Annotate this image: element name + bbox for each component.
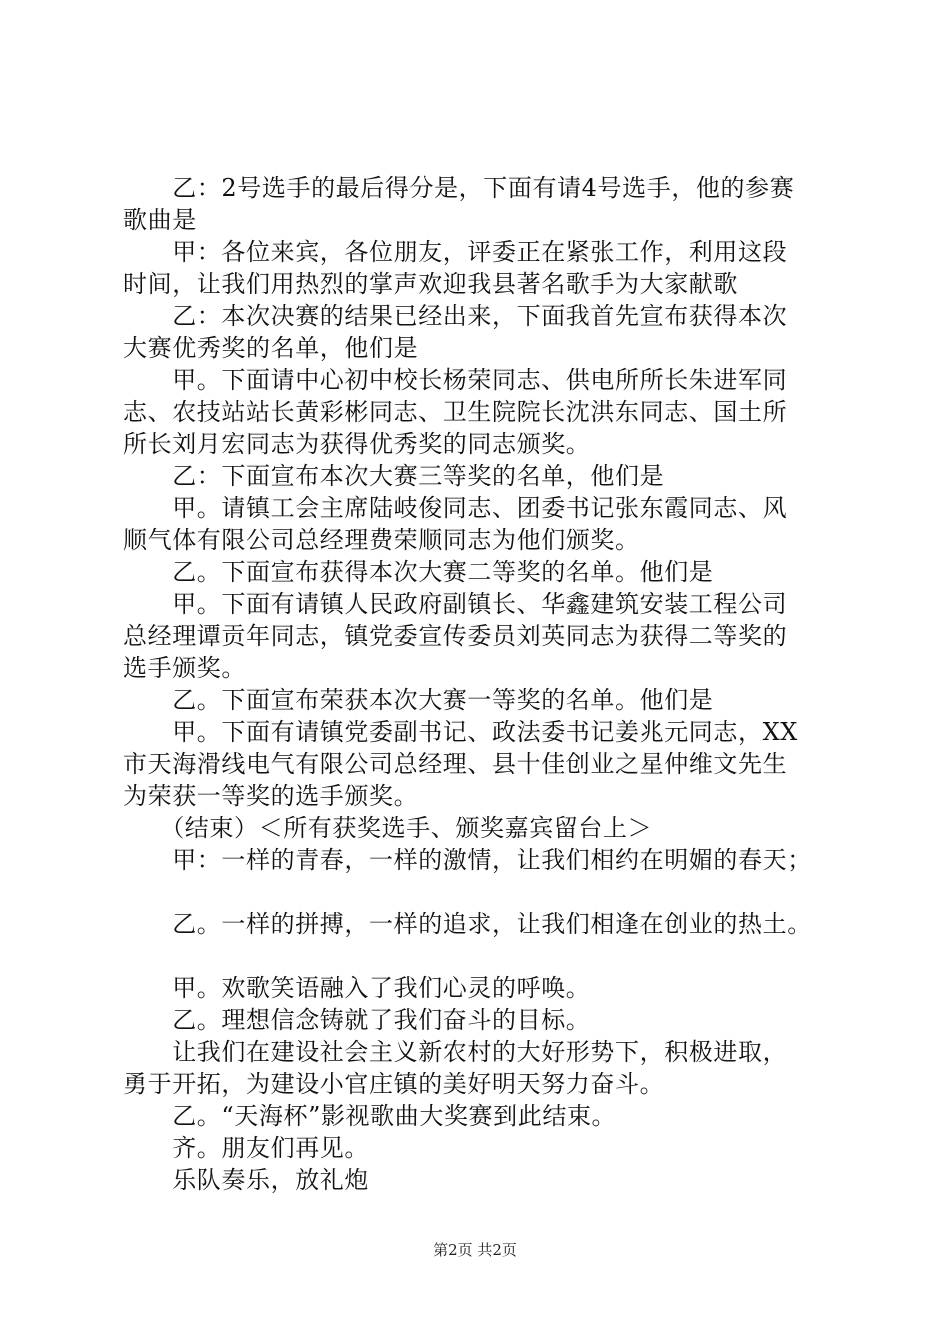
text-line: 总经理谭贡年同志，镇党委宣传委员刘英同志为获得二等奖的 xyxy=(123,622,788,650)
text-line: 甲：一样的青春，一样的激情，让我们相约在明媚的春天； xyxy=(123,846,812,874)
text-line: 乐队奏乐，放礼炮 xyxy=(123,1166,369,1194)
text-line: 甲。下面请中心初中校长杨荣同志、供电所所长朱进军同 xyxy=(123,366,788,394)
text-line: （结束）＜所有获奖选手、颁奖嘉宾留台上＞ xyxy=(123,814,653,842)
text-line: 选手颁奖。 xyxy=(123,654,246,682)
text-line: 甲。欢歌笑语融入了我们心灵的呼唤。 xyxy=(123,974,591,1002)
text-line: 乙：本次决赛的结果已经出来，下面我首先宣布获得本次 xyxy=(123,302,788,330)
text-line: 为荣获一等奖的选手颁奖。 xyxy=(123,782,419,810)
page-number-label: 第2页 共2页 xyxy=(433,1241,517,1259)
text-line: 乙。“天海杯”影视歌曲大奖赛到此结束。 xyxy=(123,1102,617,1130)
text-line: 乙：2号选手的最后得分是，下面有请4号选手，他的参赛 xyxy=(123,174,795,202)
text-line: 让我们在建设社会主义新农村的大好形势下，积极进取， xyxy=(123,1038,788,1066)
text-line: 乙。下面宣布荣获本次大赛一等奖的名单。他们是 xyxy=(123,686,714,714)
text-line: 乙：下面宣布本次大赛三等奖的名单，他们是 xyxy=(123,462,665,490)
text-line: 勇于开拓，为建设小官庄镇的美好明天努力奋斗。 xyxy=(123,1070,665,1098)
text-line: 乙。一样的拼搏，一样的追求，让我们相逢在创业的热土。 xyxy=(123,910,812,938)
page-footer xyxy=(0,1240,950,1260)
text-line: 乙。下面宣布获得本次大赛二等奖的名单。他们是 xyxy=(123,558,714,586)
text-line: 大赛优秀奖的名单，他们是 xyxy=(123,334,419,362)
text-line: 顺气体有限公司总经理费荣顺同志为他们颁奖。 xyxy=(123,526,640,554)
text-line: 歌曲是 xyxy=(123,206,197,234)
text-line: 志、农技站站长黄彩彬同志、卫生院院长沈洪东同志、国土所 xyxy=(123,398,788,426)
text-line: 时间，让我们用热烈的掌声欢迎我县著名歌手为大家献歌 xyxy=(123,270,738,298)
text-line: 甲。下面有请镇人民政府副镇长、华鑫建筑安装工程公司 xyxy=(123,590,788,618)
text-line: 市天海滑线电气有限公司总经理、县十佳创业之星仲维文先生 xyxy=(123,750,788,778)
text-line: 所长刘月宏同志为获得优秀奖的同志颁奖。 xyxy=(123,430,591,458)
text-line: 乙。理想信念铸就了我们奋斗的目标。 xyxy=(123,1006,591,1034)
text-line: 甲。请镇工会主席陆岐俊同志、团委书记张东霞同志、风 xyxy=(123,494,788,522)
text-line: 甲：各位来宾，各位朋友，评委正在紧张工作，利用这段 xyxy=(123,238,788,266)
text-line: 甲。下面有请镇党委副书记、政法委书记姜兆元同志，XX xyxy=(123,718,798,746)
text-line: 齐。朋友们再见。 xyxy=(123,1134,369,1162)
